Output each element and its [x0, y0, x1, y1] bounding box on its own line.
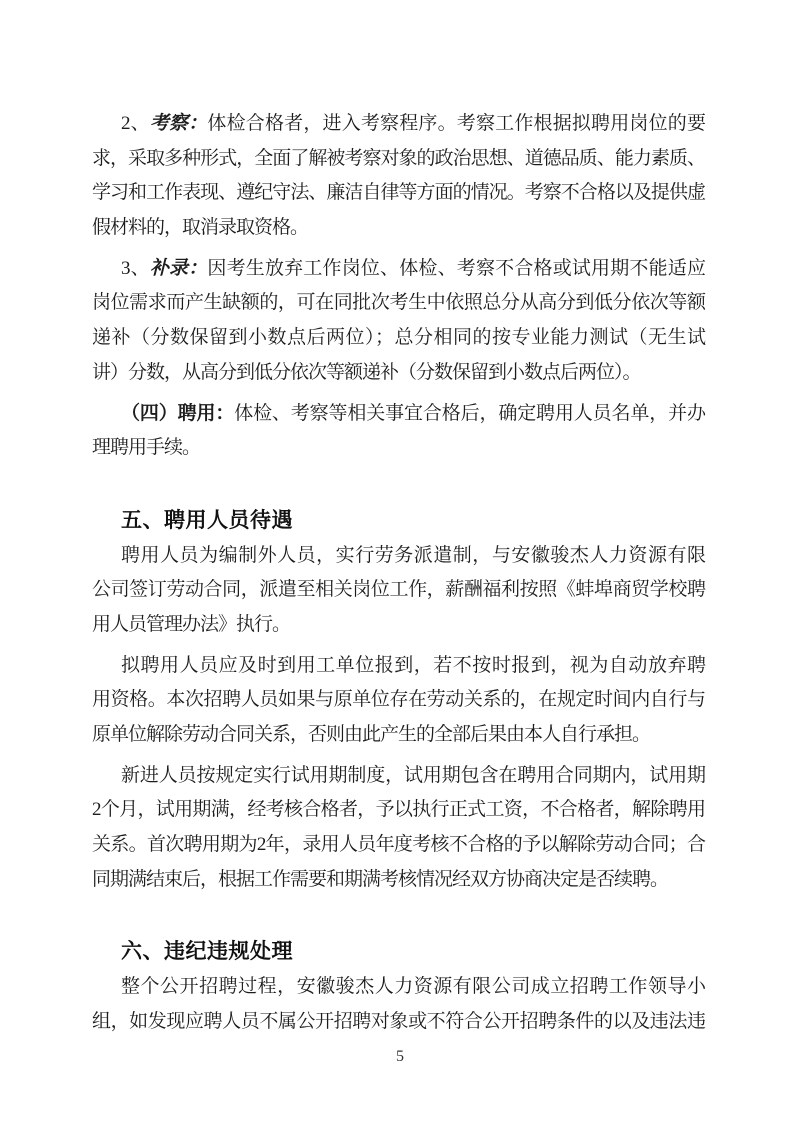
paragraph-report-duty — [92, 649, 705, 753]
text-line: 整个公开招聘过程，安徽骏杰人力资源有限公司成立招聘工作领导小 — [121, 976, 705, 998]
paragraph-employment — [92, 397, 705, 466]
paragraph-lead: 补录： — [149, 257, 208, 279]
text-line: 岗位需求而产生缺额的，可在同批次考生中依照总分从高分到低分依次等额 — [92, 292, 705, 314]
text-line — [92, 107, 705, 142]
paragraph-number: 3、 — [121, 257, 150, 279]
text-run: 体检、考察等相关事宜合格后，确定聘用人员名单，并办 — [234, 402, 705, 424]
page-number: 5 — [396, 1048, 404, 1065]
text-line: 原单位解除劳动合同关系，否则由此产生的全部后果由本人自行承担。 — [92, 724, 651, 745]
paragraph-dispatch — [92, 539, 705, 643]
paragraph-discipline — [92, 970, 705, 1039]
paragraph-number: 2、 — [121, 113, 150, 134]
text-run: 因考生放弃工作岗位、体检、考察不合格或试用期不能适应 — [207, 257, 705, 279]
text-line: 理聘用手续。 — [92, 437, 201, 459]
text-line: 公司签订劳动合同，派遣至相关岗位工作，薪酬福利按照《蚌埠商贸学校聘 — [92, 579, 705, 601]
paragraph-lead: （四）聘用： — [121, 402, 235, 424]
text-line: 聘用人员为编制外人员，实行劳务派遣制，与安徽骏杰人力资源有限 — [121, 544, 705, 566]
paragraph-lead: 考察： — [149, 113, 208, 134]
text-line: 讲）分数，从高分到低分依次等额递补（分数保留到小数点后两位）。 — [92, 361, 641, 383]
text-line: 关系。首次聘用期为2年，录用人员年度考核不合格的予以解除劳动合同；合 — [92, 834, 705, 856]
text-line: 组，如发现应聘人员不属公开招聘对象或不符合公开招聘条件的以及违法违 — [92, 1010, 705, 1032]
text-line — [92, 252, 705, 287]
text-line: 学习和工作表现、遵纪守法、廉洁自律等方面的情况。考察不合格以及提供虚 — [92, 182, 705, 204]
text-line: 递补（分数保留到小数点后两位）；总分相同的按专业能力测试（无生试 — [92, 327, 705, 349]
text-line — [92, 397, 705, 432]
section-heading-benefits: 五、聘用人员待遇 — [121, 508, 293, 532]
page-content — [92, 107, 705, 1040]
text-line: 用资格。本次招聘人员如果与原单位存在劳动关系的，在规定时间内自行与 — [92, 689, 705, 711]
text-line: 同期满结束后，根据工作需要和期满考核情况经双方协商决定是否续聘。 — [92, 868, 669, 890]
text-line: 拟聘用人员应及时到用工单位报到，若不按时报到，视为自动放弃聘 — [121, 654, 705, 676]
text-line: 求，采取多种形式，全面了解被考察对象的政治思想、道德品质、能力素质、 — [92, 147, 705, 169]
paragraph-probation — [92, 759, 705, 898]
text-line: 新进人员按规定实行试用期制度，试用期包含在聘用合同期内，试用期 — [121, 764, 705, 786]
paragraph-inspection — [92, 107, 705, 246]
section-heading-violations: 六、违纪违规处理 — [121, 940, 293, 964]
text-line: 2个月，试用期满，经考核合格者，予以执行正式工资，不合格者，解除聘用 — [92, 799, 705, 821]
paragraph-supplement — [92, 252, 705, 391]
text-run: 体检合格者，进入考察程序。考察工作根据拟聘用岗位的要 — [207, 113, 705, 134]
text-line: 用人员管理办法》执行。 — [92, 613, 291, 635]
text-line: 假材料的，取消录取资格。 — [92, 217, 309, 239]
